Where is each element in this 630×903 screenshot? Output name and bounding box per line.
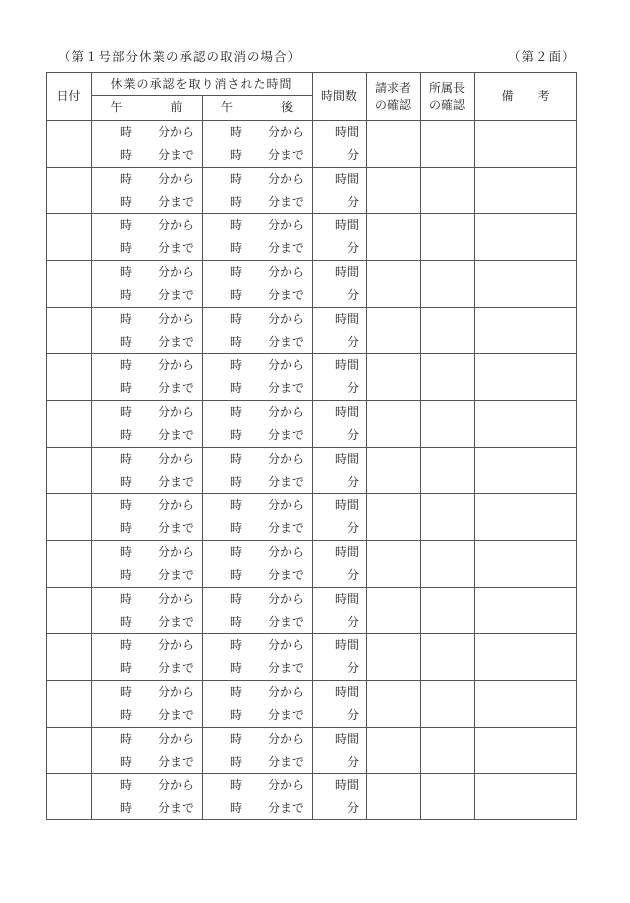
minutes-count[interactable]: 分 [347, 801, 360, 815]
am-end-minute[interactable]: 分まで [158, 381, 195, 395]
form-caption: （第１号部分休業の承認の取消の場合） [58, 49, 302, 64]
minutes-count[interactable]: 分 [347, 288, 360, 302]
am-start-minute[interactable]: 分から [158, 125, 195, 139]
date-cell[interactable] [48, 358, 89, 397]
col-divider [312, 72, 313, 820]
hours-count[interactable]: 時間 [335, 732, 360, 746]
minutes-count[interactable]: 分 [347, 568, 360, 582]
row-divider [46, 447, 577, 448]
manager-confirm-cell[interactable] [422, 498, 472, 537]
row-divider [46, 680, 577, 681]
am-end-minute[interactable]: 分まで [158, 475, 195, 489]
requester-confirm-cell[interactable] [368, 125, 418, 164]
manager-confirm-cell[interactable] [422, 218, 472, 257]
minutes-count[interactable]: 分 [347, 615, 360, 629]
am-start-hour[interactable]: 時 [120, 172, 133, 186]
pm-start-minute[interactable]: 分から [268, 685, 305, 699]
requester-confirm-cell[interactable] [368, 452, 418, 491]
date-cell[interactable] [48, 218, 89, 257]
remarks-cell[interactable] [476, 405, 575, 444]
pm-start-hour[interactable]: 時 [230, 218, 243, 232]
manager-confirm-cell[interactable] [422, 265, 472, 304]
pm-end-hour[interactable]: 時 [230, 755, 243, 769]
manager-confirm-cell[interactable] [422, 778, 472, 817]
pm-start-hour[interactable]: 時 [230, 312, 243, 326]
header-pm: 午 後 [220, 100, 293, 114]
pm-start-minute[interactable]: 分から [268, 218, 305, 232]
am-end-hour[interactable]: 時 [120, 661, 133, 675]
remarks-cell[interactable] [476, 732, 575, 771]
date-cell[interactable] [48, 778, 89, 817]
row-divider [46, 167, 577, 168]
hours-count[interactable]: 時間 [335, 218, 360, 232]
manager-confirm-cell[interactable] [422, 312, 472, 351]
pm-end-hour[interactable]: 時 [230, 381, 243, 395]
pm-end-hour[interactable]: 時 [230, 615, 243, 629]
hours-count[interactable]: 時間 [335, 778, 360, 792]
pm-start-hour[interactable]: 時 [230, 545, 243, 559]
header-cancelled-time: 休業の承認を取り消された時間 [110, 77, 293, 91]
pm-end-minute[interactable]: 分まで [268, 755, 305, 769]
remarks-cell[interactable] [476, 172, 575, 211]
am-start-hour[interactable]: 時 [120, 218, 133, 232]
pm-end-minute[interactable]: 分まで [268, 381, 305, 395]
requester-confirm-cell[interactable] [368, 172, 418, 211]
am-start-hour[interactable]: 時 [120, 452, 133, 466]
pm-end-hour[interactable]: 時 [230, 708, 243, 722]
pm-start-hour[interactable]: 時 [230, 265, 243, 279]
minutes-count[interactable]: 分 [347, 241, 360, 255]
pm-start-hour[interactable]: 時 [230, 592, 243, 606]
am-end-hour[interactable]: 時 [120, 381, 133, 395]
remarks-cell[interactable] [476, 592, 575, 631]
am-start-minute[interactable]: 分から [158, 778, 195, 792]
am-end-hour[interactable]: 時 [120, 521, 133, 535]
am-start-minute[interactable]: 分から [158, 218, 195, 232]
am-end-hour[interactable]: 時 [120, 241, 133, 255]
date-cell[interactable] [48, 545, 89, 584]
header-hours: 時間数 [320, 89, 357, 103]
row-divider [46, 400, 577, 401]
remarks-cell[interactable] [476, 778, 575, 817]
manager-confirm-cell[interactable] [422, 405, 472, 444]
pm-end-hour[interactable]: 時 [230, 521, 243, 535]
am-end-minute[interactable]: 分まで [158, 241, 195, 255]
minutes-count[interactable]: 分 [347, 148, 360, 162]
pm-start-hour[interactable]: 時 [230, 498, 243, 512]
pm-start-minute[interactable]: 分から [268, 732, 305, 746]
am-end-minute[interactable]: 分まで [158, 148, 195, 162]
am-end-minute[interactable]: 分まで [158, 195, 195, 209]
pm-start-hour[interactable]: 時 [230, 358, 243, 372]
am-start-minute[interactable]: 分から [158, 685, 195, 699]
am-start-minute[interactable]: 分から [158, 265, 195, 279]
am-start-hour[interactable]: 時 [120, 732, 133, 746]
hours-count[interactable]: 時間 [335, 265, 360, 279]
am-start-hour[interactable]: 時 [120, 405, 133, 419]
pm-end-minute[interactable]: 分まで [268, 661, 305, 675]
am-end-minute[interactable]: 分まで [158, 755, 195, 769]
hours-count[interactable]: 時間 [335, 592, 360, 606]
am-end-hour[interactable]: 時 [120, 801, 133, 815]
remarks-cell[interactable] [476, 218, 575, 257]
am-start-minute[interactable]: 分から [158, 312, 195, 326]
requester-confirm-cell[interactable] [368, 265, 418, 304]
header-am: 午 前 [110, 100, 183, 114]
hours-count[interactable]: 時間 [335, 405, 360, 419]
row-divider [46, 353, 577, 354]
requester-confirm-cell[interactable] [368, 685, 418, 724]
hours-count[interactable]: 時間 [335, 498, 360, 512]
minutes-count[interactable]: 分 [347, 708, 360, 722]
remarks-cell[interactable] [476, 498, 575, 537]
pm-end-hour[interactable]: 時 [230, 428, 243, 442]
date-cell[interactable] [48, 125, 89, 164]
am-start-hour[interactable]: 時 [120, 638, 133, 652]
am-end-hour[interactable]: 時 [120, 755, 133, 769]
remarks-cell[interactable] [476, 358, 575, 397]
remarks-cell[interactable] [476, 452, 575, 491]
pm-end-minute[interactable]: 分まで [268, 521, 305, 535]
row-divider [46, 493, 577, 494]
row-divider [46, 307, 577, 308]
remarks-cell[interactable] [476, 685, 575, 724]
pm-end-hour[interactable]: 時 [230, 661, 243, 675]
col-divider [91, 72, 92, 820]
pm-start-minute[interactable]: 分から [268, 312, 305, 326]
am-end-hour[interactable]: 時 [120, 195, 133, 209]
am-end-hour[interactable]: 時 [120, 148, 133, 162]
header-bottom [46, 120, 577, 121]
pm-end-hour[interactable]: 時 [230, 568, 243, 582]
hours-count[interactable]: 時間 [335, 125, 360, 139]
remarks-cell[interactable] [476, 312, 575, 351]
header-requester-confirm-2: の確認 [374, 98, 411, 112]
date-cell[interactable] [48, 172, 89, 211]
pm-start-minute[interactable]: 分から [268, 592, 305, 606]
pm-end-hour[interactable]: 時 [230, 195, 243, 209]
manager-confirm-cell[interactable] [422, 685, 472, 724]
am-end-minute[interactable]: 分まで [158, 708, 195, 722]
am-end-hour[interactable]: 時 [120, 708, 133, 722]
pm-end-minute[interactable]: 分まで [268, 241, 305, 255]
col-divider [202, 95, 203, 820]
pm-end-hour[interactable]: 時 [230, 335, 243, 349]
pm-end-minute[interactable]: 分まで [268, 568, 305, 582]
pm-start-minute[interactable]: 分から [268, 452, 305, 466]
manager-confirm-cell[interactable] [422, 172, 472, 211]
header-manager-confirm-1: 所属長 [428, 81, 465, 95]
col-divider [366, 72, 367, 820]
date-cell[interactable] [48, 638, 89, 677]
pm-start-minute[interactable]: 分から [268, 778, 305, 792]
hours-count[interactable]: 時間 [335, 545, 360, 559]
hours-count[interactable]: 時間 [335, 685, 360, 699]
requester-confirm-cell[interactable] [368, 638, 418, 677]
minutes-count[interactable]: 分 [347, 335, 360, 349]
pm-end-minute[interactable]: 分まで [268, 475, 305, 489]
am-start-minute[interactable]: 分から [158, 592, 195, 606]
date-cell[interactable] [48, 452, 89, 491]
am-start-minute[interactable]: 分から [158, 545, 195, 559]
pm-start-minute[interactable]: 分から [268, 405, 305, 419]
hours-count[interactable]: 時間 [335, 358, 360, 372]
am-start-hour[interactable]: 時 [120, 312, 133, 326]
minutes-count[interactable]: 分 [347, 521, 360, 535]
am-end-minute[interactable]: 分まで [158, 661, 195, 675]
am-end-minute[interactable]: 分まで [158, 615, 195, 629]
row-divider [46, 540, 577, 541]
pm-start-hour[interactable]: 時 [230, 778, 243, 792]
am-end-minute[interactable]: 分まで [158, 568, 195, 582]
requester-confirm-cell[interactable] [368, 592, 418, 631]
header-subdivider [91, 95, 312, 96]
hours-count[interactable]: 時間 [335, 452, 360, 466]
am-end-hour[interactable]: 時 [120, 615, 133, 629]
minutes-count[interactable]: 分 [347, 475, 360, 489]
requester-confirm-cell[interactable] [368, 545, 418, 584]
row-divider [46, 633, 577, 634]
pm-start-hour[interactable]: 時 [230, 732, 243, 746]
requester-confirm-cell[interactable] [368, 218, 418, 257]
requester-confirm-cell[interactable] [368, 498, 418, 537]
date-cell[interactable] [48, 498, 89, 537]
minutes-count[interactable]: 分 [347, 755, 360, 769]
remarks-cell[interactable] [476, 125, 575, 164]
hours-count[interactable]: 時間 [335, 172, 360, 186]
manager-confirm-cell[interactable] [422, 638, 472, 677]
row-divider [46, 727, 577, 728]
manager-confirm-cell[interactable] [422, 125, 472, 164]
pm-start-minute[interactable]: 分から [268, 545, 305, 559]
row-divider [46, 213, 577, 214]
pm-end-minute[interactable]: 分まで [268, 148, 305, 162]
am-end-minute[interactable]: 分まで [158, 801, 195, 815]
pm-end-hour[interactable]: 時 [230, 148, 243, 162]
date-cell[interactable] [48, 265, 89, 304]
minutes-count[interactable]: 分 [347, 381, 360, 395]
pm-start-minute[interactable]: 分から [268, 172, 305, 186]
pm-end-hour[interactable]: 時 [230, 801, 243, 815]
pm-start-hour[interactable]: 時 [230, 452, 243, 466]
pm-end-hour[interactable]: 時 [230, 288, 243, 302]
header-date: 日付 [56, 89, 81, 103]
pm-start-minute[interactable]: 分から [268, 125, 305, 139]
pm-end-hour[interactable]: 時 [230, 475, 243, 489]
requester-confirm-cell[interactable] [368, 732, 418, 771]
am-end-minute[interactable]: 分まで [158, 521, 195, 535]
remarks-cell[interactable] [476, 545, 575, 584]
pm-start-hour[interactable]: 時 [230, 405, 243, 419]
am-end-minute[interactable]: 分まで [158, 288, 195, 302]
am-start-minute[interactable]: 分から [158, 638, 195, 652]
am-start-hour[interactable]: 時 [120, 125, 133, 139]
manager-confirm-cell[interactable] [422, 592, 472, 631]
am-start-minute[interactable]: 分から [158, 732, 195, 746]
hours-count[interactable]: 時間 [335, 312, 360, 326]
am-start-minute[interactable]: 分から [158, 172, 195, 186]
minutes-count[interactable]: 分 [347, 195, 360, 209]
am-start-hour[interactable]: 時 [120, 498, 133, 512]
am-start-minute[interactable]: 分から [158, 405, 195, 419]
date-cell[interactable] [48, 592, 89, 631]
am-end-hour[interactable]: 時 [120, 568, 133, 582]
row-divider [46, 587, 577, 588]
am-start-hour[interactable]: 時 [120, 778, 133, 792]
am-start-hour[interactable]: 時 [120, 592, 133, 606]
am-end-hour[interactable]: 時 [120, 288, 133, 302]
am-end-minute[interactable]: 分まで [158, 428, 195, 442]
date-cell[interactable] [48, 312, 89, 351]
requester-confirm-cell[interactable] [368, 405, 418, 444]
row-divider [46, 260, 577, 261]
requester-confirm-cell[interactable] [368, 358, 418, 397]
manager-confirm-cell[interactable] [422, 358, 472, 397]
date-cell[interactable] [48, 685, 89, 724]
am-end-hour[interactable]: 時 [120, 335, 133, 349]
page-label: （第２面） [508, 49, 576, 64]
col-divider [420, 72, 421, 820]
requester-confirm-cell[interactable] [368, 312, 418, 351]
minutes-count[interactable]: 分 [347, 428, 360, 442]
header-requester-confirm-1: 請求者 [374, 81, 411, 95]
remarks-cell[interactable] [476, 638, 575, 677]
minutes-count[interactable]: 分 [347, 661, 360, 675]
pm-end-minute[interactable]: 分まで [268, 801, 305, 815]
pm-end-minute[interactable]: 分まで [268, 195, 305, 209]
pm-end-minute[interactable]: 分まで [268, 615, 305, 629]
requester-confirm-cell[interactable] [368, 778, 418, 817]
pm-end-hour[interactable]: 時 [230, 241, 243, 255]
am-start-minute[interactable]: 分から [158, 358, 195, 372]
am-start-hour[interactable]: 時 [120, 545, 133, 559]
date-cell[interactable] [48, 732, 89, 771]
header-remarks: 備 考 [501, 89, 550, 103]
pm-end-minute[interactable]: 分まで [268, 708, 305, 722]
am-start-minute[interactable]: 分から [158, 498, 195, 512]
am-start-hour[interactable]: 時 [120, 358, 133, 372]
pm-start-minute[interactable]: 分から [268, 358, 305, 372]
pm-end-minute[interactable]: 分まで [268, 288, 305, 302]
pm-end-minute[interactable]: 分まで [268, 335, 305, 349]
date-cell[interactable] [48, 405, 89, 444]
manager-confirm-cell[interactable] [422, 452, 472, 491]
am-start-hour[interactable]: 時 [120, 265, 133, 279]
manager-confirm-cell[interactable] [422, 732, 472, 771]
pm-start-hour[interactable]: 時 [230, 172, 243, 186]
am-end-hour[interactable]: 時 [120, 428, 133, 442]
row-divider [46, 773, 577, 774]
manager-confirm-cell[interactable] [422, 545, 472, 584]
am-end-hour[interactable]: 時 [120, 475, 133, 489]
hours-count[interactable]: 時間 [335, 638, 360, 652]
pm-start-hour[interactable]: 時 [230, 685, 243, 699]
pm-start-minute[interactable]: 分から [268, 638, 305, 652]
pm-start-minute[interactable]: 分から [268, 498, 305, 512]
remarks-cell[interactable] [476, 265, 575, 304]
pm-end-minute[interactable]: 分まで [268, 428, 305, 442]
am-start-minute[interactable]: 分から [158, 452, 195, 466]
pm-start-hour[interactable]: 時 [230, 125, 243, 139]
pm-start-minute[interactable]: 分から [268, 265, 305, 279]
col-divider [474, 72, 475, 820]
am-end-minute[interactable]: 分まで [158, 335, 195, 349]
header-manager-confirm-2: の確認 [428, 98, 465, 112]
am-start-hour[interactable]: 時 [120, 685, 133, 699]
pm-start-hour[interactable]: 時 [230, 638, 243, 652]
